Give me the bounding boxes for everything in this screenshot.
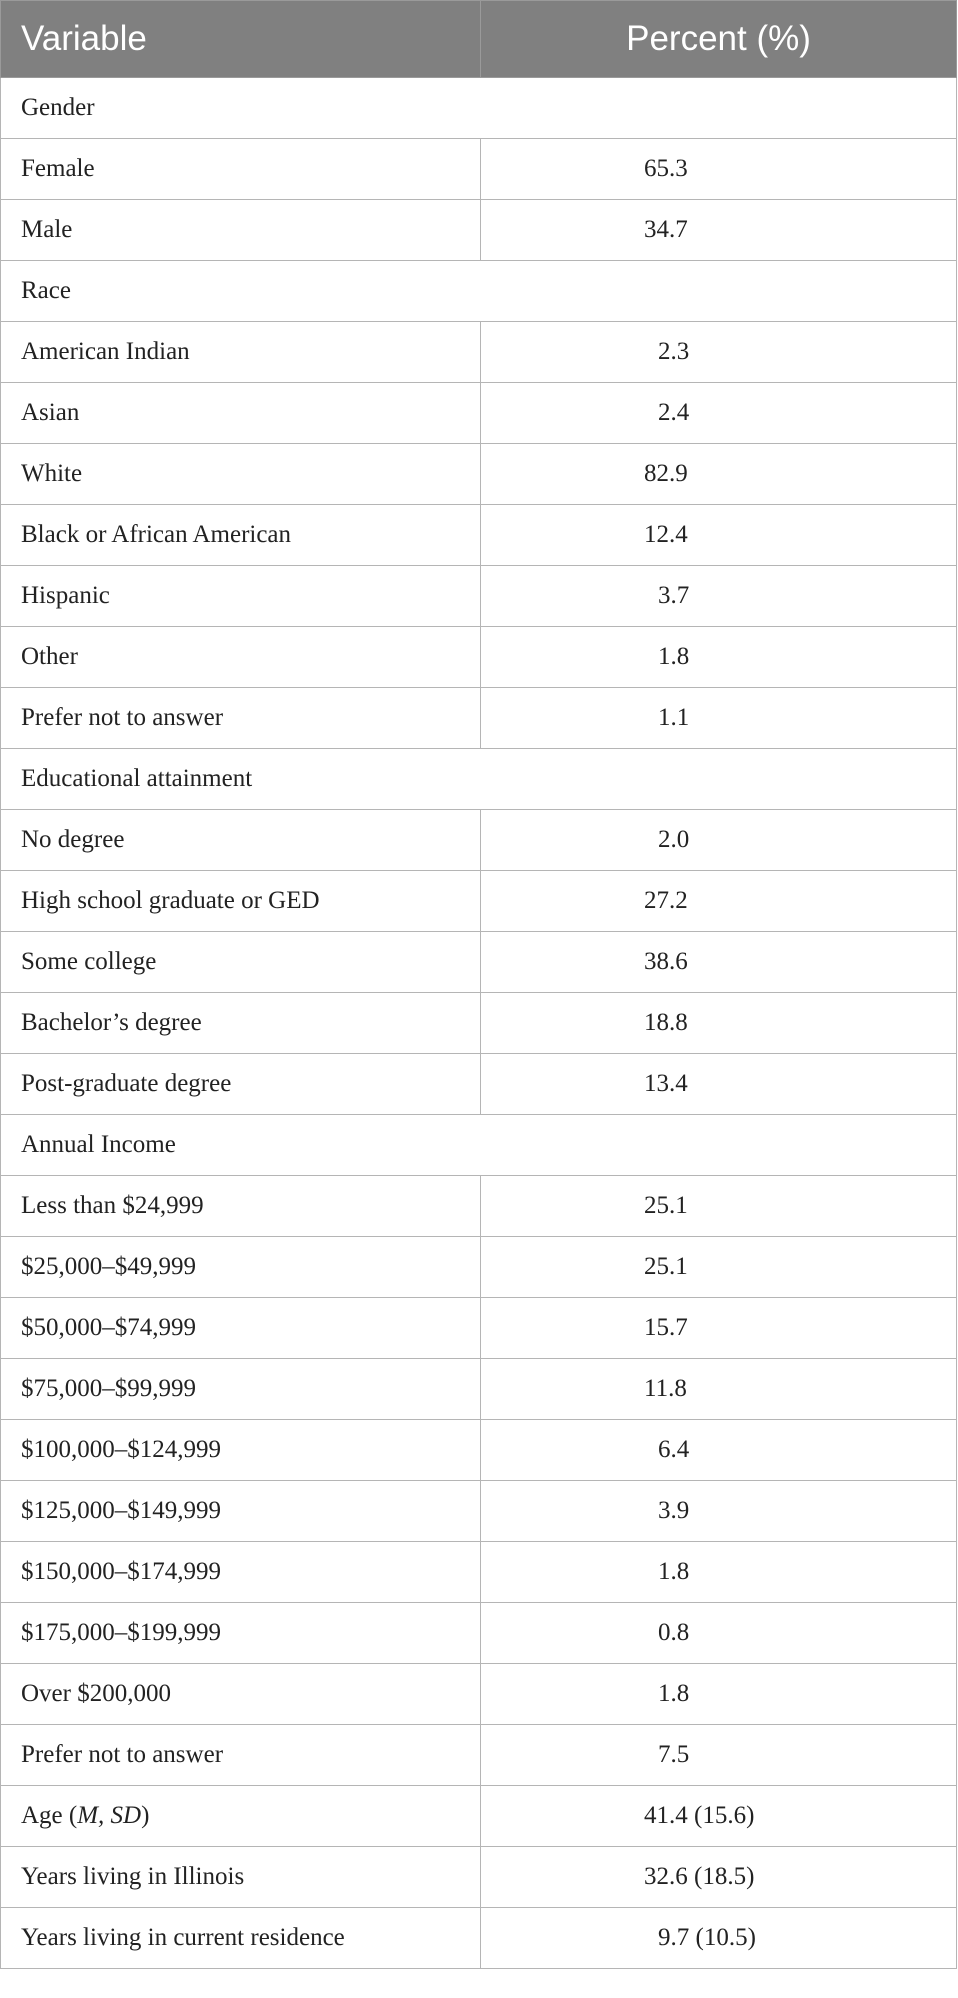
row-label: $150,000–$174,999 — [1, 1542, 481, 1603]
table-row — [1, 932, 957, 993]
row-value-text: 13.4 — [644, 1070, 688, 1097]
row-value — [481, 871, 957, 932]
table-row — [1, 1420, 957, 1481]
row-label-suffix: ) — [141, 1802, 150, 1829]
row-value-text: 2.0 — [658, 826, 690, 853]
row-value-text: 18.8 — [644, 1009, 688, 1036]
row-value — [481, 810, 957, 871]
table-row — [1, 1603, 957, 1664]
table-row — [1, 1237, 957, 1298]
row-value-text: 12.4 — [644, 521, 688, 548]
row-value-text: 1.1 — [658, 704, 690, 731]
row-label: Black or African American — [1, 505, 481, 566]
section-row — [1, 261, 957, 322]
row-value-text: 65.3 — [644, 155, 688, 182]
section-row — [1, 78, 957, 139]
table-row — [1, 688, 957, 749]
column-header-percent: Percent (%) — [481, 1, 957, 78]
row-value — [481, 200, 957, 261]
row-value-text: 9.7 (10.5) — [658, 1924, 756, 1951]
section-label: Race — [1, 261, 957, 322]
table-header — [1, 1, 957, 78]
row-value-text: 38.6 — [644, 948, 688, 975]
table-row — [1, 1298, 957, 1359]
header-row — [1, 1, 957, 78]
row-value — [481, 1420, 957, 1481]
row-value — [481, 1908, 957, 1969]
row-value-text: 32.6 (18.5) — [644, 1863, 755, 1890]
table-row — [1, 810, 957, 871]
row-value-text: 3.7 — [658, 582, 690, 609]
row-label: Less than $24,999 — [1, 1176, 481, 1237]
row-value — [481, 505, 957, 566]
row-value-text: 0.8 — [658, 1619, 690, 1646]
row-value — [481, 1176, 957, 1237]
table-row — [1, 1359, 957, 1420]
table-body — [1, 78, 957, 1969]
row-label: No degree — [1, 810, 481, 871]
table-row — [1, 1908, 957, 1969]
row-value — [481, 1847, 957, 1908]
row-value — [481, 1725, 957, 1786]
row-label: Prefer not to answer — [1, 1725, 481, 1786]
table-row — [1, 505, 957, 566]
row-label: $25,000–$49,999 — [1, 1237, 481, 1298]
table-row — [1, 444, 957, 505]
table-row — [1, 566, 957, 627]
table-row — [1, 1176, 957, 1237]
table-row — [1, 1054, 957, 1115]
row-label: Hispanic — [1, 566, 481, 627]
row-value-text: 11.8 — [644, 1375, 687, 1402]
table-row — [1, 1786, 957, 1847]
row-label: Asian — [1, 383, 481, 444]
row-value-text: 6.4 — [658, 1436, 690, 1463]
row-value-text: 1.8 — [658, 1680, 690, 1707]
row-label: Over $200,000 — [1, 1664, 481, 1725]
table-row — [1, 139, 957, 200]
row-value-text: 27.2 — [644, 887, 688, 914]
table-row — [1, 1664, 957, 1725]
row-value — [481, 1054, 957, 1115]
row-value-text: 25.1 — [644, 1192, 688, 1219]
row-label-italic: M, SD — [77, 1802, 142, 1829]
row-value — [481, 688, 957, 749]
section-row — [1, 1115, 957, 1176]
row-value — [481, 932, 957, 993]
row-label: $100,000–$124,999 — [1, 1420, 481, 1481]
row-label: White — [1, 444, 481, 505]
row-value — [481, 1359, 957, 1420]
row-label: Male — [1, 200, 481, 261]
table-row — [1, 1542, 957, 1603]
section-label: Gender — [1, 78, 957, 139]
section-label: Annual Income — [1, 1115, 957, 1176]
row-value-text: 2.4 — [658, 399, 690, 426]
row-value — [481, 139, 957, 200]
row-value — [481, 1481, 957, 1542]
row-value — [481, 1664, 957, 1725]
table-row — [1, 993, 957, 1054]
row-value-text: 1.8 — [658, 1558, 690, 1585]
row-label: Years living in current residence — [1, 1908, 481, 1969]
row-value — [481, 627, 957, 688]
row-label: $125,000–$149,999 — [1, 1481, 481, 1542]
table-row — [1, 1725, 957, 1786]
table-row — [1, 627, 957, 688]
row-value-text: 3.9 — [658, 1497, 690, 1524]
table-row — [1, 200, 957, 261]
row-value — [481, 1542, 957, 1603]
row-value — [481, 1786, 957, 1847]
row-label: Bachelor’s degree — [1, 993, 481, 1054]
row-value-text: 7.5 — [658, 1741, 690, 1768]
row-value — [481, 444, 957, 505]
row-value — [481, 322, 957, 383]
row-label: Post-graduate degree — [1, 1054, 481, 1115]
row-label: Female — [1, 139, 481, 200]
row-label-prefix: Age ( — [21, 1802, 78, 1829]
table-row — [1, 383, 957, 444]
row-value-text: 1.8 — [658, 643, 690, 670]
table-row — [1, 871, 957, 932]
row-value-text: 41.4 (15.6) — [644, 1802, 755, 1829]
row-value — [481, 566, 957, 627]
table-row — [1, 1481, 957, 1542]
row-value — [481, 1298, 957, 1359]
row-label: High school graduate or GED — [1, 871, 481, 932]
row-label: $75,000–$99,999 — [1, 1359, 481, 1420]
row-value-text: 25.1 — [644, 1253, 688, 1280]
row-label: American Indian — [1, 322, 481, 383]
row-value-text: 15.7 — [644, 1314, 688, 1341]
row-label: $50,000–$74,999 — [1, 1298, 481, 1359]
row-label — [1, 1786, 481, 1847]
table-row — [1, 1847, 957, 1908]
row-label: $175,000–$199,999 — [1, 1603, 481, 1664]
row-value — [481, 993, 957, 1054]
section-label: Educational attainment — [1, 749, 957, 810]
table-row — [1, 322, 957, 383]
row-value — [481, 383, 957, 444]
column-header-variable: Variable — [1, 1, 481, 78]
row-value — [481, 1603, 957, 1664]
row-label: Prefer not to answer — [1, 688, 481, 749]
row-value-text: 82.9 — [644, 460, 688, 487]
row-label: Some college — [1, 932, 481, 993]
section-row — [1, 749, 957, 810]
row-value-text: 2.3 — [658, 338, 690, 365]
row-label: Other — [1, 627, 481, 688]
row-value — [481, 1237, 957, 1298]
row-value-text: 34.7 — [644, 216, 688, 243]
row-label: Years living in Illinois — [1, 1847, 481, 1908]
